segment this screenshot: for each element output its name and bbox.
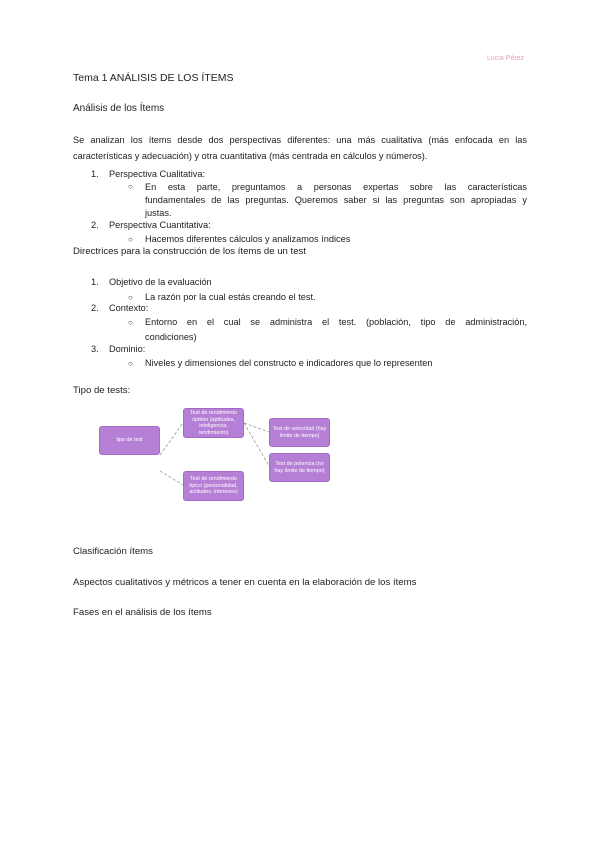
- diagram-node-rendimiento-optimo: Test de rendimiento óptimo (aptitudes, inteligencia, rendimiento): [183, 408, 244, 438]
- list-subitem-text: Niveles y dimensiones del constructo e indicadores que lo representen: [145, 358, 433, 368]
- section-heading-aspectos: Aspectos cualitativos y métricos a tener en cuenta en la elaboración de los ítems: [73, 577, 417, 588]
- connector-line: [244, 423, 269, 432]
- bullet-icon: ○: [128, 293, 133, 302]
- section-heading-directrices: Directrices para la construcción de los ítems de un test: [73, 246, 307, 257]
- diagram-node-rendimiento-tipico: Test de rendimiento típico (personalidad, actitudes, intereses): [183, 471, 244, 501]
- list-item-label: Perspectiva Cualitativa:: [109, 169, 206, 179]
- section-heading-analisis: Análisis de los Ítems: [73, 103, 165, 114]
- list-number: 1.: [91, 169, 99, 179]
- intro-line-2: características y adecuación) y otra cuantitativa (más centrada en cálculos y números).: [73, 151, 428, 161]
- page-title: Tema 1 ANÁLISIS DE LOS ÍTEMS: [73, 72, 234, 84]
- diagram-node-potencia: Test de potencia (no hay límite de tiempo): [269, 453, 330, 482]
- list-subitem-text: condiciones): [145, 332, 197, 342]
- section-heading-clasificacion: Clasificación ítems: [73, 546, 153, 557]
- list-item-label: Dominio:: [109, 344, 146, 354]
- list-item-label: Perspectiva Cuantitativa:: [109, 220, 211, 230]
- bullet-icon: ○: [128, 359, 133, 368]
- bullet-icon: ○: [128, 235, 133, 244]
- list-item-label: Contexto:: [109, 303, 149, 313]
- list-number: 2.: [91, 220, 99, 230]
- section-heading-fases: Fases en el análisis de los ítems: [73, 607, 212, 618]
- list-number: 2.: [91, 303, 99, 313]
- section-heading-tipo-tests: Tipo de tests:: [73, 385, 131, 396]
- list-subitem-text: fundamentales de las preguntas. Queremos saber si las preguntas son apropiadas y: [145, 195, 527, 205]
- list-number: 3.: [91, 344, 99, 354]
- connector-line: [244, 423, 269, 466]
- bullet-icon: ○: [128, 182, 133, 191]
- list-subitem-text: En esta parte, preguntamos a personas expertas sobre las características: [145, 182, 527, 192]
- list-subitem-text: justas.: [145, 208, 172, 218]
- list-number: 1.: [91, 277, 99, 287]
- bullet-icon: ○: [128, 318, 133, 327]
- list-subitem-text: Entorno en el cual se administra el test. (población, tipo de administración,: [145, 317, 527, 327]
- list-item-label: Objetivo de la evaluación: [109, 277, 212, 287]
- connector-line: [160, 471, 183, 485]
- list-subitem-text: Hacemos diferentes cálculos y analizamos índices: [145, 234, 351, 244]
- author-name: Lucia Pérez: [487, 55, 524, 62]
- intro-line-1: Se analizan los ítems desde dos perspectivas diferentes: una más cualitativa (más enfocada en las: [73, 135, 527, 145]
- diagram-node-velocidad: Test de velocidad (hay límite de tiempo): [269, 418, 330, 447]
- list-subitem-text: La razón por la cual estás creando el test.: [145, 292, 316, 302]
- connector-line: [160, 423, 183, 455]
- diagram-node-root: tipo de test: [99, 426, 160, 455]
